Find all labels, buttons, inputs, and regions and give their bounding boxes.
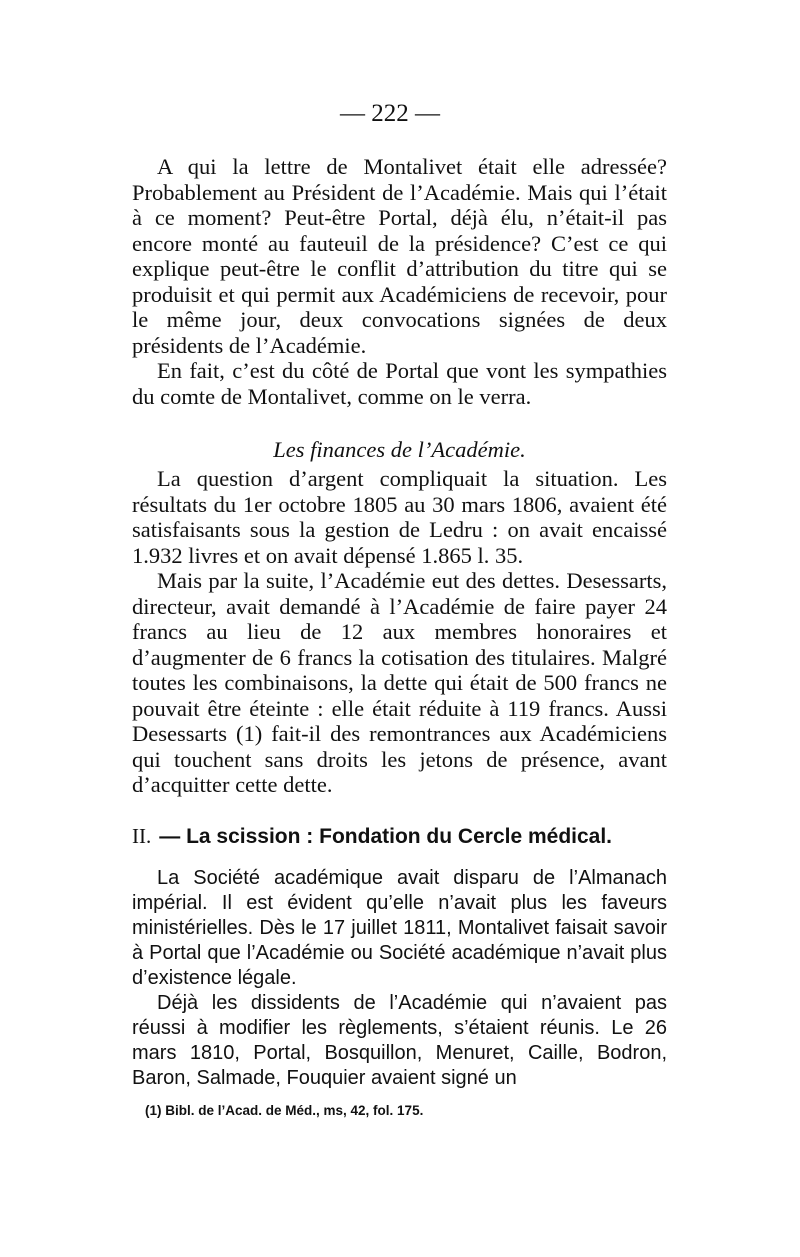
page-number: — 222 —: [340, 100, 440, 127]
paragraph: Mais par la suite, l’Académie eut des dettes. Desessarts, directeur, avait demandé à l’Académie de faire payer 24 francs au lieu de 12 aux membres honoraires et d’augmenter de 6 francs la cotisation des titulaires. Malgré toutes les combinaisons, la dette qui était de 500 francs ne pouvait être éteinte : elle était réduite à 119 francs. Aussi Desessarts (1) fait-il des remontrances aux Académiciens qui touchent sans droits les jetons de présence, avant d’acquitter cette dette.: [132, 568, 667, 797]
paragraph: En fait, c’est du côté de Portal que vont les sympathies du comte de Montalivet, comme on le verra.: [132, 358, 667, 409]
section-heading: [132, 824, 672, 849]
section-title: — La scission : Fondation du Cercle médical.: [159, 825, 613, 848]
paragraph: Déjà les dissidents de l’Académie qui n’avaient pas réussi à modifier les règlements, s’étaient réunis. Le 26 mars 1810, Portal, Bosquillon, Menuret, Caille, Bodron, Baron, Salmade, Fouquier avaient signé un: [132, 992, 667, 1089]
section-finances: [132, 466, 667, 798]
section-montalivet-letter: [132, 154, 667, 409]
paragraph: La question d’argent compliquait la situation. Les résultats du 1er octobre 1805 au 30 mars 1806, avaient été satisfaisants sous la gestion de Ledru : on avait encaissé 1.932 livres et on avait dépensé 1.865 l. 35.: [132, 466, 667, 568]
section-scission: [132, 866, 667, 1091]
subheading-finances: Les finances de l’Académie.: [273, 437, 526, 462]
paragraph: La Société académique avait disparu de l’Almanach impérial. Il est évident qu’elle n’avait plus les faveurs ministérielles. Dès le 17 juillet 1811, Montalivet faisait savoir à Portal que l’Académie ou Société académique n’avait plus d’existence légale.: [132, 867, 667, 989]
footnote: (1) Bibl. de l’Acad. de Méd., ms, 42, fol. 175.: [145, 1103, 424, 1118]
paragraph: A qui la lettre de Montalivet était elle adressée? Probablement au Président de l’Académie. Mais qui l’était à ce moment? Peut-être Portal, déjà élu, n’était-il pas encore monté au fauteuil de la présidence? C’est ce qui explique peut-être le conflit d’attribution du titre qui se produisit et qui permit aux Académiciens de recevoir, pour le même jour, deux convocations signées de deux présidents de l’Académie.: [132, 154, 667, 358]
section-number: II.: [132, 824, 152, 848]
